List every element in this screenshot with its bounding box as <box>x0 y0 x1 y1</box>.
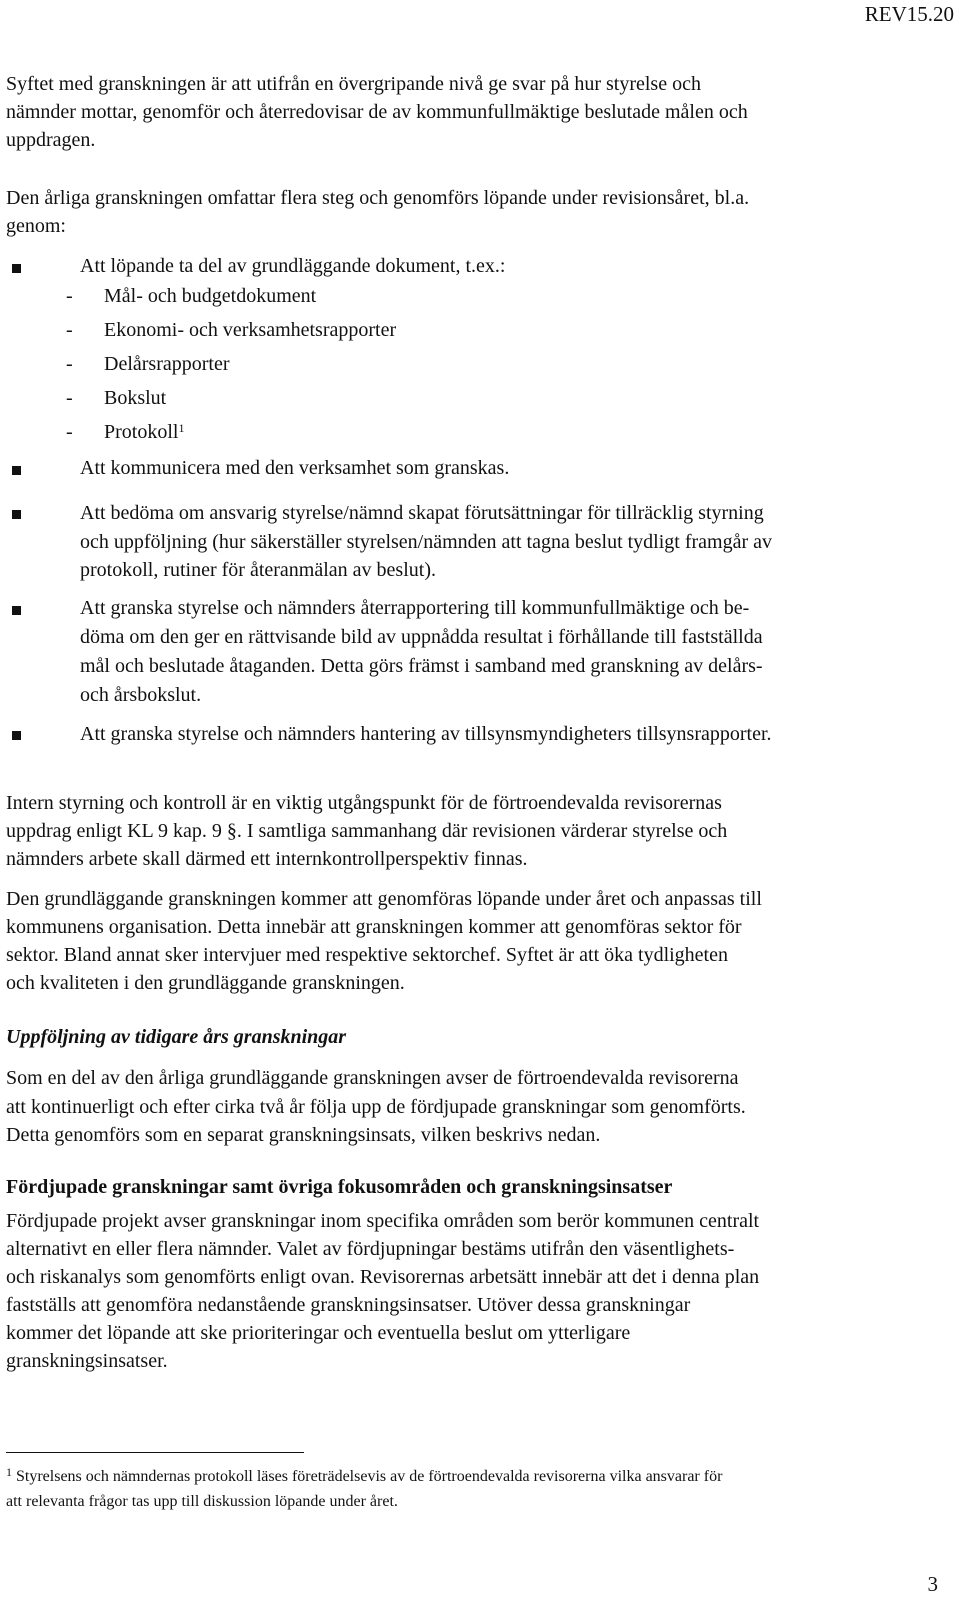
bullet-text: Att granska styrelse och nämnders hantering av tillsynsmyndigheters tillsynsrapporter. <box>80 723 772 745</box>
paragraph-line: Fördjupade projekt avser granskningar inom specifika områden som berör kommunen centralt <box>6 1210 760 1232</box>
footnote-text: Styrelsens och nämndernas protokoll läses företrädelsevis av de förtroendevalda revisorerna vilka ansvarar för <box>16 1468 723 1485</box>
paragraph-line: uppdrag enligt KL 9 kap. 9 §. I samtliga sammanhang där revisionen värderar styrelse och <box>6 820 728 842</box>
sublist-item: Bokslut <box>104 387 167 409</box>
bullet-text: Att granska styrelse och nämnders återrapportering till kommunfullmäktige och be- <box>80 597 750 619</box>
sublist-item: Mål- och budgetdokument <box>104 285 317 307</box>
sublist-item: Delårsrapporter <box>104 353 230 375</box>
paragraph-line: alternativt en eller flera nämnder. Valet av fördjupningar bestäms utifrån den väsentlighets- <box>6 1238 735 1260</box>
bullet-text: och årsbokslut. <box>80 684 202 706</box>
dash-marker: - <box>66 387 73 409</box>
paragraph-line: Intern styrning och kontroll är en viktig utgångspunkt för de förtroendevalda revisorernas <box>6 792 722 814</box>
bullet-text: mål och beslutade åtaganden. Detta görs främst i samband med granskning av delårs- <box>80 655 763 677</box>
dash-marker: - <box>66 319 73 341</box>
footnote-number: 1 <box>6 1465 12 1479</box>
bullet-text: Att löpande ta del av grundläggande dokument, t.ex.: <box>80 255 506 277</box>
dash-marker: - <box>66 421 73 443</box>
paragraph-line: sektor. Bland annat sker intervjuer med respektive sektorchef. Syftet är att öka tydligheten <box>6 944 728 966</box>
bullet-text: och uppföljning (hur säkerställer styrelsen/nämnden att tagna beslut tydligt framgår av <box>80 531 773 553</box>
bullet-text: Att bedöma om ansvarig styrelse/nämnd skapat förutsättningar för tillräcklig styrning <box>80 502 764 524</box>
bullet-text: protokoll, rutiner för återanmälan av beslut). <box>80 559 436 581</box>
revision-label: REV15.20 <box>864 2 954 26</box>
paragraph-line: och kvaliteten i den grundläggande granskningen. <box>6 972 405 994</box>
dash-marker: - <box>66 285 73 307</box>
square-bullet-icon <box>12 731 21 740</box>
square-bullet-icon <box>12 510 21 519</box>
paragraph-line: att kontinuerligt och efter cirka två år följa upp de fördjupade granskningar som genomförts. <box>6 1096 746 1118</box>
square-bullet-icon <box>12 264 21 273</box>
sublist-item: Ekonomi- och verksamhetsrapporter <box>104 319 397 341</box>
dash-marker: - <box>66 353 73 375</box>
sublist-item-label: Protokoll <box>104 421 179 443</box>
section-heading: Fördjupade granskningar samt övriga fokusområden och granskningsinsatser <box>6 1176 673 1198</box>
annual-line: genom: <box>6 215 66 237</box>
intro-line: uppdragen. <box>6 129 96 151</box>
paragraph-line: Den grundläggande granskningen kommer att genomföras löpande under året och anpassas till <box>6 888 762 910</box>
paragraph-line: nämnders arbete skall därmed ett internkontrollperspektiv finnas. <box>6 848 528 870</box>
footnote-ref[interactable]: 1 <box>178 421 185 435</box>
footnote-divider <box>6 1452 304 1453</box>
intro-line: Syftet med granskningen är att utifrån en övergripande nivå ge svar på hur styrelse och <box>6 73 701 95</box>
footnote-line <box>6 1464 722 1489</box>
annual-line: Den årliga granskningen omfattar flera steg och genomförs löpande under revisionsåret, bl.a. <box>6 187 750 209</box>
paragraph-line: Som en del av den årliga grundläggande granskningen avser de förtroendevalda revisorerna <box>6 1067 739 1089</box>
page-number: 3 <box>927 1572 938 1596</box>
section-heading: Uppföljning av tidigare års granskningar <box>6 1026 347 1048</box>
bullet-text: döma om den ger en rättvisande bild av uppnådda resultat i förhållande till fastställda <box>80 626 763 648</box>
paragraph-line: kommunens organisation. Detta innebär att granskningen kommer att genomföras sektor för <box>6 916 742 938</box>
paragraph-line: kommer det löpande att ske prioriteringar och eventuella beslut om ytterligare <box>6 1322 631 1344</box>
paragraph-line: granskningsinsatser. <box>6 1350 168 1372</box>
sublist-item-protokoll <box>104 418 184 446</box>
bullet-text: Att kommunicera med den verksamhet som granskas. <box>80 457 510 479</box>
intro-line: nämnder mottar, genomför och återredovisar de av kommunfullmäktige beslutade målen och <box>6 101 748 123</box>
paragraph-line: Detta genomförs som en separat granskningsinsats, vilken beskrivs nedan. <box>6 1124 601 1146</box>
square-bullet-icon <box>12 606 21 615</box>
square-bullet-icon <box>12 466 21 475</box>
paragraph-line: och riskanalys som genomförts enligt ovan. Revisorernas arbetsätt innebär att det i denna plan <box>6 1266 760 1288</box>
footnote-line: att relevanta frågor tas upp till diskussion löpande under året. <box>6 1493 398 1510</box>
paragraph-line: fastställs att genomföra nedanstående granskningsinsatser. Utöver dessa granskningar <box>6 1294 691 1316</box>
